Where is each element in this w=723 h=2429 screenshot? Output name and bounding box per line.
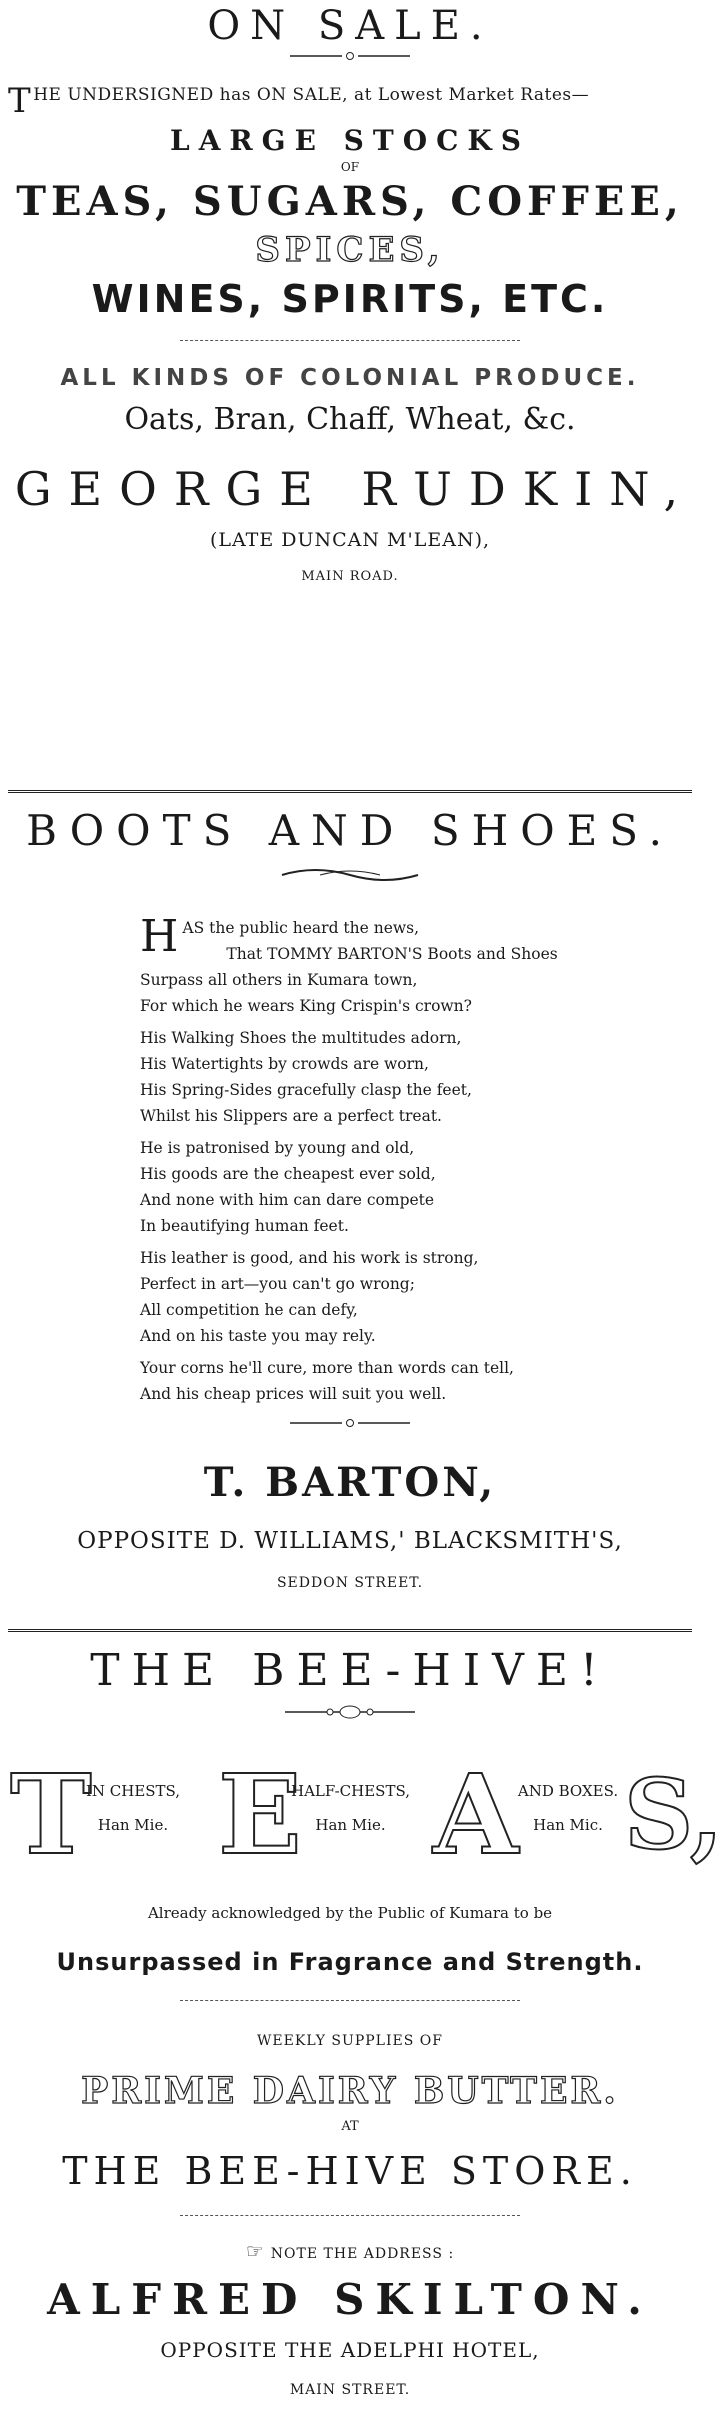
teas-letter-a: A bbox=[433, 1750, 519, 1879]
poem-line: That TOMMY BARTON'S Boots and Shoes bbox=[226, 945, 558, 963]
poem-line: And on his taste you may rely. bbox=[140, 1327, 376, 1345]
ornament-small bbox=[0, 48, 700, 70]
main-road: MAIN ROAD. bbox=[301, 569, 399, 584]
bee-hive-store: THE BEE-HIVE STORE. bbox=[62, 2149, 638, 2193]
prime-dairy-butter: PRIME DAIRY BUTTER. bbox=[81, 2070, 619, 2112]
of-label: OF bbox=[340, 160, 360, 174]
opposite-williams: OPPOSITE D. WILLIAMS,' BLACKSMITH'S, bbox=[77, 1528, 623, 1554]
stanza bbox=[140, 1025, 560, 1129]
unsurpassed: Unsurpassed in Fragrance and Strength. bbox=[56, 1948, 644, 1976]
divider bbox=[180, 340, 520, 341]
note-text: NOTE THE ADDRESS : bbox=[270, 2246, 455, 2262]
poem-line: His leather is good, and his work is strong, bbox=[140, 1249, 479, 1267]
section-rule bbox=[8, 1629, 692, 1632]
poem-line: His Walking Shoes the multitudes adorn, bbox=[140, 1029, 462, 1047]
stanza bbox=[140, 1245, 560, 1349]
weekly-supplies: WEEKLY SUPPLIES OF bbox=[257, 2033, 443, 2049]
tea-pack: HALF-CHESTS, bbox=[291, 1782, 410, 1800]
large-stocks: LARGE STOCKS bbox=[170, 124, 530, 157]
poem-line: AS the public heard the news, bbox=[182, 919, 420, 937]
stanza bbox=[140, 1135, 560, 1239]
colonial-produce: ALL KINDS OF COLONIAL PRODUCE. bbox=[60, 365, 640, 391]
t-barton: T. BARTON, bbox=[203, 1459, 497, 1506]
divider bbox=[180, 2215, 520, 2216]
teas-sugars-coffee: TEAS, SUGARS, COFFEE, bbox=[16, 178, 684, 225]
intro-dropcap: T bbox=[8, 81, 32, 121]
divider bbox=[180, 2000, 520, 2001]
alfred-skilton: ALFRED SKILTON. bbox=[47, 2275, 653, 2324]
teas-letter-e: E bbox=[218, 1750, 302, 1879]
late-duncan: (LATE DUNCAN M'LEAN), bbox=[209, 529, 491, 551]
poem-line: His Spring-Sides gracefully clasp the feet, bbox=[140, 1081, 472, 1099]
poem-line: For which he wears King Crispin's crown? bbox=[140, 997, 472, 1015]
tea-brand: Han Mie. bbox=[97, 1816, 169, 1834]
ad3-heading: THE BEE-HIVE! bbox=[90, 1645, 610, 1696]
poem-line: And his cheap prices will suit you well. bbox=[140, 1385, 447, 1403]
tea-col bbox=[278, 1774, 423, 1842]
tea-pack: AND BOXES. bbox=[517, 1782, 619, 1800]
tea-pack: IN CHESTS, bbox=[85, 1782, 181, 1800]
main-street: MAIN STREET. bbox=[289, 2382, 411, 2398]
seddon-street: SEDDON STREET. bbox=[276, 1575, 424, 1591]
poem-line: Whilst his Slippers are a perfect treat. bbox=[140, 1107, 442, 1125]
section-rule bbox=[8, 790, 692, 793]
intro-text: HE UNDERSIGNED has ON SALE, at Lowest Market Rates— bbox=[33, 85, 590, 105]
george-rudkin: GEORGE RUDKIN, bbox=[14, 462, 696, 516]
poem-line: All competition he can defy, bbox=[140, 1301, 358, 1319]
ad2-heading: BOOTS AND SHOES. bbox=[26, 806, 674, 855]
wines-spirits: WINES, SPIRITS, ETC. bbox=[91, 277, 609, 321]
poem-line: Surpass all others in Kumara town, bbox=[140, 971, 418, 989]
tea-brand: Han Mic. bbox=[533, 1816, 603, 1834]
ad1-intro bbox=[8, 81, 692, 121]
poem-line: And none with him can dare compete bbox=[140, 1191, 435, 1209]
poem-dropcap: H bbox=[140, 911, 179, 962]
poem bbox=[140, 911, 560, 1407]
poem-line: In beautifying human feet. bbox=[140, 1217, 349, 1235]
ornament-small bbox=[0, 1415, 700, 1437]
tea-brand: Han Mie. bbox=[315, 1816, 386, 1834]
opposite-adelphi: OPPOSITE THE ADELPHI HOTEL, bbox=[160, 2338, 540, 2362]
pointing-hand-icon: ☞ bbox=[245, 2239, 265, 2263]
stanza bbox=[140, 1355, 560, 1407]
ad-on-sale bbox=[0, 0, 700, 790]
ornament-flourish bbox=[0, 863, 700, 893]
poem-line: Your corns he'll cure, more than words can tell, bbox=[140, 1359, 514, 1377]
ad-bee-hive bbox=[0, 1640, 723, 2401]
ad1-heading: ON SALE. bbox=[207, 3, 493, 49]
spices: SPICES, bbox=[255, 230, 445, 270]
poem-line: His Watertights by crowds are worn, bbox=[140, 1055, 429, 1073]
poem-line: Perfect in art—you can't go wrong; bbox=[140, 1275, 415, 1293]
teas-block bbox=[8, 1750, 723, 1886]
tea-col bbox=[68, 1774, 198, 1842]
note-address bbox=[0, 2238, 700, 2267]
tea-col bbox=[508, 1774, 628, 1842]
teas-letter-s: S, bbox=[624, 1758, 723, 1871]
stanza bbox=[140, 911, 560, 1019]
acknowledged: Already acknowledged by the Public of Kumara to be bbox=[147, 1904, 553, 1922]
poem-line: His goods are the cheapest ever sold, bbox=[140, 1165, 436, 1183]
oats-bran: Oats, Bran, Chaff, Wheat, &c. bbox=[124, 402, 576, 437]
at-label: AT bbox=[341, 2119, 359, 2134]
ad-boots-shoes bbox=[0, 799, 700, 1629]
ornament-chain bbox=[0, 1702, 700, 1728]
teas-letter-t: T bbox=[10, 1750, 92, 1879]
poem-line: He is patronised by young and old, bbox=[140, 1139, 415, 1157]
